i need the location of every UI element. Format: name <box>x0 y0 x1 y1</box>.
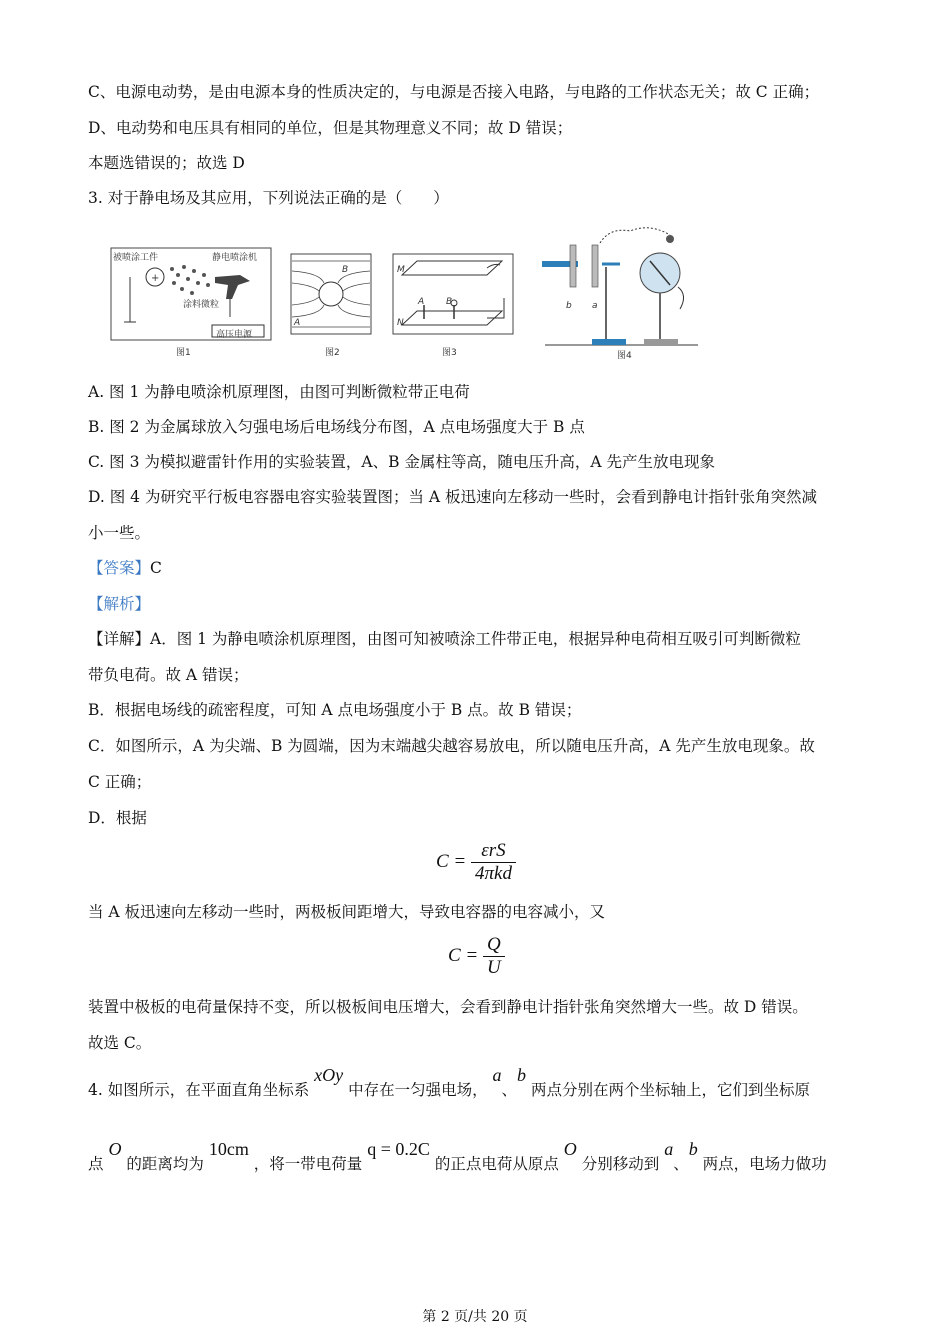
q4-text-d: 点 <box>88 1155 104 1173</box>
fig3-m-label: M <box>397 265 405 275</box>
formula-1-numerator: εrS <box>471 840 516 863</box>
option-c-emf: C、电源电动势，是由电源本身的性质决定的，与电源是否接入电路，与电路的工作状态无关；故 C 正确； <box>88 83 820 101</box>
fig1-particles-label: 涂料微粒 <box>183 300 220 310</box>
q4-point-b-2: b <box>688 1139 698 1159</box>
q4-distance: 10cm <box>208 1139 249 1159</box>
figure-3-label: 图3 <box>442 348 457 358</box>
charge-voltage-formula <box>448 934 505 979</box>
q4-text-c: 两点分别在两个坐标轴上，它们到坐标原 <box>530 1081 810 1099</box>
detail-c-line-1: C．如图所示，A 为尖端、B 为圆端，因为末端越尖越容易放电，所以随电压升高，A 先产生放电现象。故 <box>88 737 815 755</box>
fig1-machine-label: 静电喷涂机 <box>212 253 258 263</box>
plus-sign: + <box>151 273 160 284</box>
fig1-power-label: 高压电源 <box>216 330 253 340</box>
option-d-emf: D、电动势和电压具有相同的单位，但是其物理意义不同；故 D 错误； <box>88 119 573 137</box>
q4-xoy: xOy <box>314 1065 344 1085</box>
answer-line <box>88 558 162 578</box>
option-b: B. 图 2 为金属球放入匀强电场后电场线分布图，A 点电场强度大于 B 点 <box>88 418 585 436</box>
formula-2-lhs: C = <box>448 944 479 966</box>
q4-point-a: a <box>492 1065 502 1085</box>
fig2-a-label: A <box>294 318 301 328</box>
option-a: A. 图 1 为静电喷涂机原理图，由图可判断微粒带正电荷 <box>88 383 470 401</box>
formula-2-fraction <box>483 934 505 979</box>
figure-group <box>100 215 700 365</box>
q4-text-e: 的距离均为 <box>126 1155 204 1173</box>
q4-text-a: 4. 如图所示，在平面直角坐标系 <box>88 1081 310 1099</box>
figure-2-label: 图2 <box>325 348 340 358</box>
fig1-workpiece-label: 被喷涂工件 <box>113 253 159 263</box>
after-formula-1: 当 A 板迅速向左移动一些时，两极板间距增大，导致电容器的电容减小，又 <box>88 903 606 921</box>
answer-value: C <box>150 559 162 577</box>
option-c: C. 图 3 为模拟避雷针作用的实验装置，A、B 金属柱等高，随电压升高，A 先产生放电现象 <box>88 453 716 471</box>
formula-2-numerator: Q <box>483 934 505 957</box>
formula-1-denominator: 4πkd <box>475 863 512 884</box>
page-footer: 第 2 页/共 20 页 <box>422 1309 528 1325</box>
q4-text-f: ，将一带电荷量 <box>253 1155 363 1173</box>
q4-point-a-2: a <box>664 1139 674 1159</box>
q4-text-g: 的正点电荷从原点 <box>434 1155 559 1173</box>
fig3-b-label: B <box>446 297 453 307</box>
answer-tag: 【答案】 <box>88 559 151 577</box>
detail-b: B．根据电场线的疏密程度，可知 A 点电场强度小于 B 点。故 B 错误； <box>88 701 582 719</box>
detail-a-line-2: 带负电荷。故 A 错误； <box>88 666 249 684</box>
q4-sep-2: 、 <box>673 1155 689 1173</box>
q4-charge: q = 0.2C <box>367 1139 430 1159</box>
figure-1-label: 图1 <box>176 348 191 358</box>
q4-text-b: 中存在一匀强电场， <box>348 1081 488 1099</box>
detail-c-line-2: C 正确； <box>88 773 152 791</box>
capacitance-formula <box>436 840 516 885</box>
fig3-a-label: A <box>418 297 425 307</box>
option-d-line-1: D. 图 4 为研究平行板电容器电容实验装置图；当 A 板迅速向左移动一些时，会看到静电计指针张角突然减 <box>88 488 817 506</box>
detail-a-line-1: 【详解】A．图 1 为静电喷涂机原理图，由图可知被喷涂工件带正电，根据异种电荷相互吸引可判断微粒 <box>88 630 801 648</box>
after-formula-2: 装置中极板的电荷量保持不变，所以极板间电压增大，会看到静电计指针张角突然增大一些。故 D 错误。 <box>88 998 808 1016</box>
q4-text-h: 分别移动到 <box>581 1155 660 1173</box>
figure-4-capacitor-electrometer <box>540 217 700 349</box>
fig4-a-label: a <box>592 301 598 311</box>
choose-c: 故选 C。 <box>88 1034 152 1052</box>
q4-sep-1: 、 <box>501 1081 518 1099</box>
figure-4-label: 图4 <box>617 351 632 361</box>
fig3-n-label: N <box>397 318 404 328</box>
analysis-tag: 【解析】 <box>88 595 151 613</box>
question-3-stem: 3. 对于静电场及其应用，下列说法正确的是（ ） <box>88 189 449 207</box>
select-d: 本题选错误的；故选 D <box>88 154 245 172</box>
fig2-b-label: B <box>342 265 349 275</box>
q4-point-b: b <box>517 1065 527 1085</box>
question-4-line-2 <box>88 1139 827 1181</box>
formula-2-denominator: U <box>487 957 501 978</box>
figure-3-lightning-rod <box>392 253 514 335</box>
option-d-line-2: 小一些。 <box>88 524 151 542</box>
q4-origin-2: O <box>563 1139 577 1159</box>
q4-origin: O <box>108 1139 122 1159</box>
figure-2-field-lines <box>290 253 372 335</box>
formula-1-lhs: C = <box>436 850 467 872</box>
formula-1-fraction <box>471 840 516 885</box>
fig4-b-label: b <box>566 301 572 311</box>
question-4-line-1 <box>88 1065 810 1107</box>
detail-d: D．根据 <box>88 809 147 827</box>
q4-text-i: 两点，电场力做功 <box>702 1155 827 1173</box>
